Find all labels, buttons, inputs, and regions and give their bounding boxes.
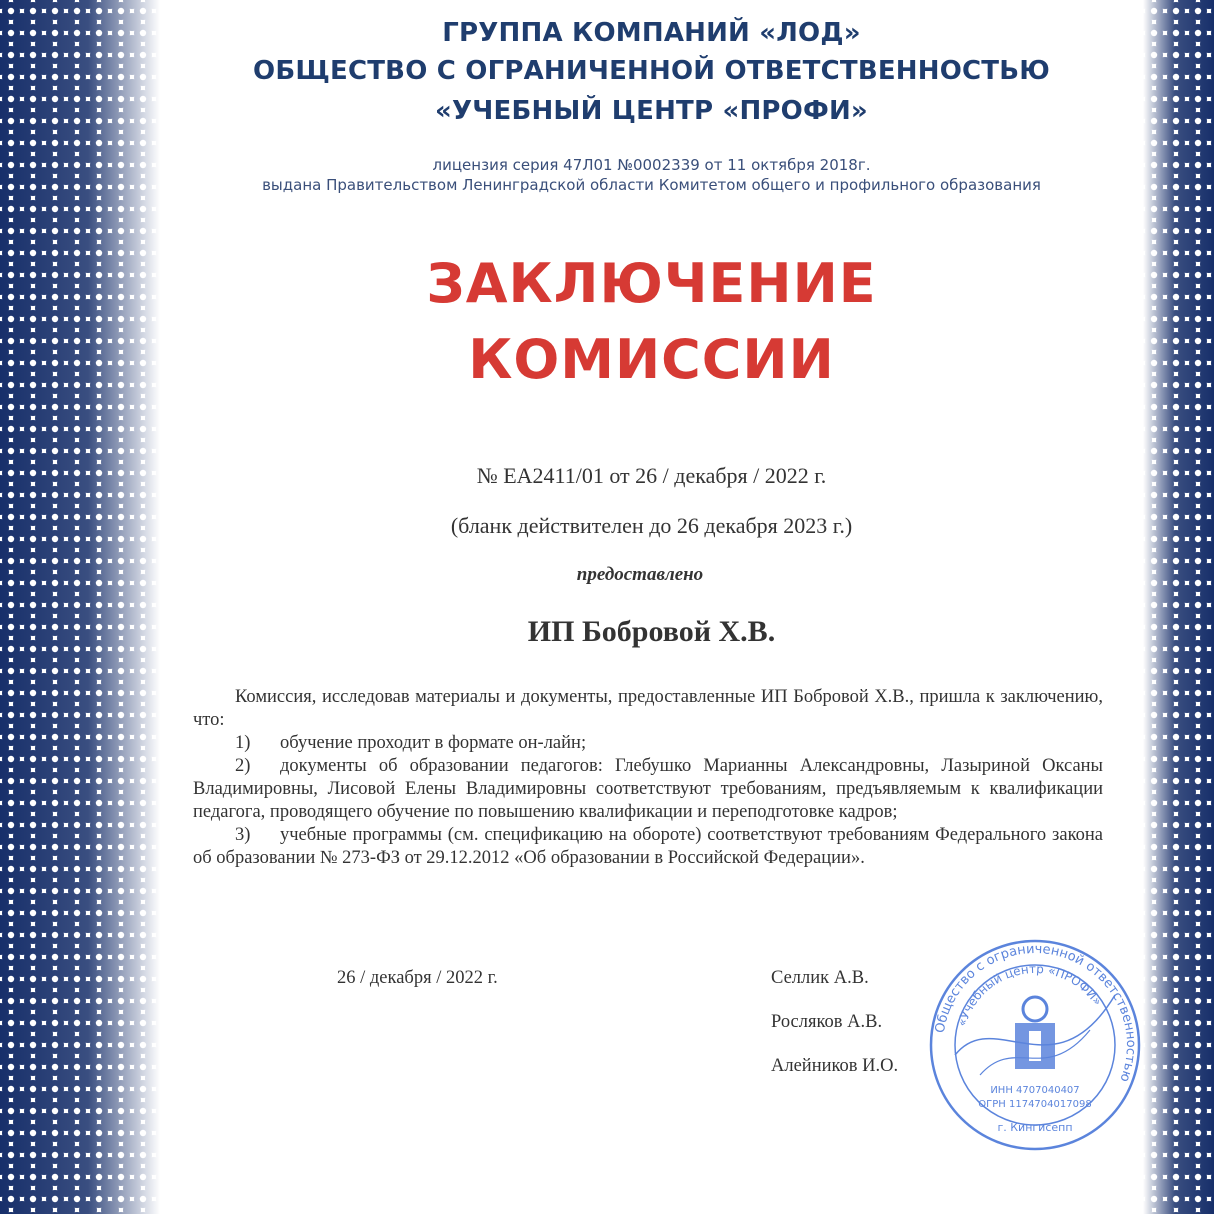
stamp-city: г. Кингисепп bbox=[997, 1121, 1073, 1134]
decorative-border-left bbox=[0, 0, 160, 1214]
conclusion-intro: Комиссия, исследовав материалы и документы, предоставленные ИП Бобровой Х.В., пришла к заключению, что: bbox=[193, 687, 1103, 730]
item-number: 2) bbox=[235, 756, 251, 776]
header-company-name: «УЧЕБНЫЙ ЦЕНТР «ПРОФИ» bbox=[435, 96, 868, 126]
conclusion-item-1 bbox=[193, 732, 1103, 755]
item-text: документы об образовании педагогов: Глебушко Марианны Александровны, Лазыриной Оксаны Владимировны, Лисовой Елены Владимировны соответствуют требованиям, предъявляемым к квалификации педагога, проводящего обучение по повышению квалификации и переподготовке кадров; bbox=[193, 756, 1103, 822]
conclusion-item-3 bbox=[193, 824, 1103, 870]
stamp-ogrn: ОГРН 1174704017098 bbox=[978, 1099, 1092, 1110]
signature-date: 26 / декабря / 2022 г. bbox=[337, 968, 498, 988]
document-validity: (бланк действителен до 26 декабря 2023 г.) bbox=[450, 513, 853, 538]
provided-label: предоставлено bbox=[576, 564, 704, 585]
company-seal-stamp bbox=[925, 935, 1145, 1155]
license-number: лицензия серия 47Л01 №0002339 от 11 октября 2018г. bbox=[432, 156, 871, 174]
stamp-inn: ИНН 4707040407 bbox=[990, 1085, 1080, 1096]
signer-1: Селлик А.В. bbox=[771, 968, 869, 988]
signer-3: Алейников И.О. bbox=[771, 1056, 899, 1076]
item-number: 3) bbox=[235, 825, 251, 845]
stamp-inner-text: «Учебный центр «ПРОФИ» bbox=[954, 961, 1105, 1029]
header-company-type: ОБЩЕСТВО С ОГРАНИЧЕННОЙ ОТВЕТСТВЕННОСТЬЮ bbox=[253, 56, 1050, 86]
item-text: обучение проходит в формате он-лайн; bbox=[280, 733, 587, 753]
document-number: № ЕА2411/01 от 26 / декабря / 2022 г. bbox=[476, 463, 827, 488]
document-title-line2: КОМИССИИ bbox=[468, 328, 835, 391]
conclusion-body bbox=[193, 686, 1103, 870]
item-text: учебные программы (см. спецификацию на обороте) соответствуют требованиям Федерального закона об образовании № 273-ФЗ от 29.12.2012 «Об образовании в Российской Федерации». bbox=[193, 825, 1103, 868]
document-title-line1: ЗАКЛЮЧЕНИЕ bbox=[426, 252, 877, 315]
conclusion-item-2 bbox=[193, 755, 1103, 824]
license-issuer: выдана Правительством Ленинградской области Комитетом общего и профильного образования bbox=[262, 176, 1041, 194]
item-number: 1) bbox=[235, 733, 251, 753]
signer-2: Росляков А.В. bbox=[771, 1012, 883, 1032]
decorative-border-right bbox=[1143, 0, 1214, 1214]
header-company-group: ГРУППА КОМПАНИЙ «ЛОД» bbox=[442, 18, 861, 48]
stamp-outer-text: Общество с ограниченной ответственностью bbox=[932, 941, 1139, 1084]
recipient-name: ИП Бобровой Х.В. bbox=[527, 615, 776, 648]
